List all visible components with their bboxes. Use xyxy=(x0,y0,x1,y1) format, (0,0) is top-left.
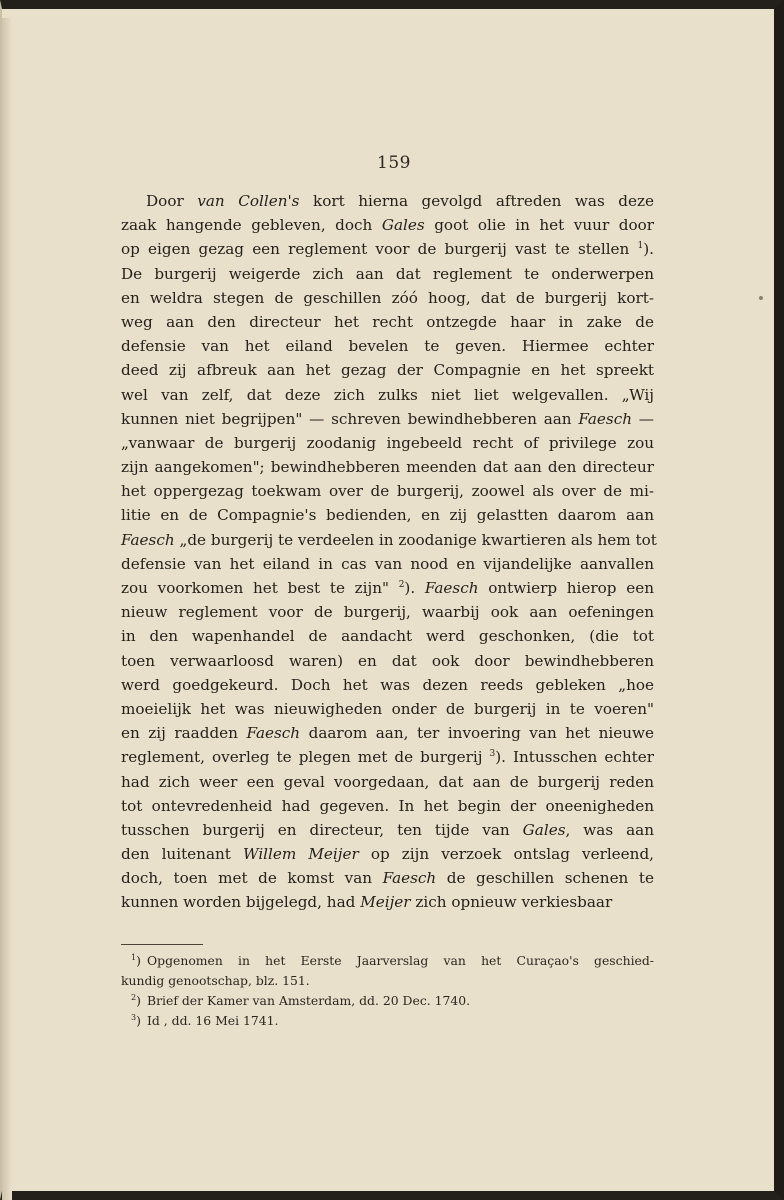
text-run: — xyxy=(632,409,654,428)
footnote-text: Opgenomen in het Eerste Jaarverslag van het Curaçao's geschied- xyxy=(147,953,654,968)
footnote-text: Id , dd. 16 Mei 1741. xyxy=(147,1013,279,1028)
text-run: defensie van het eiland in cas van nood en vijandelijke aanvallen xyxy=(121,554,654,573)
text-run: en zij raadden xyxy=(121,724,247,743)
text-run: zaak hangende gebleven, doch xyxy=(121,216,382,235)
text-run: reglement, overleg te plegen met de burgerij xyxy=(121,748,490,767)
text-line xyxy=(121,866,654,890)
text-line xyxy=(121,237,654,261)
text-run: in den wapenhandel de aandacht werd geschonken, (die tot xyxy=(121,627,654,646)
text-run: kort hierna gevolgd aftreden was deze xyxy=(299,192,654,210)
text-run: de geschillen schenen te xyxy=(436,869,654,888)
text-line xyxy=(121,503,654,527)
text-run: tot ontevredenheid had gegeven. In het begin der oneenigheden xyxy=(121,796,654,815)
text-line xyxy=(121,358,654,382)
italic-name: Willem Meijer xyxy=(242,845,359,864)
text-run: den luitenant xyxy=(121,845,243,864)
text-line xyxy=(121,842,654,866)
text-run: ). Intusschen echter xyxy=(495,748,654,767)
text-run: het oppergezag toekwam over de burgerij, zoowel als over de mi- xyxy=(121,482,654,501)
text-run: werd goedgekeurd. Doch het was dezen reeds gebleken „hoe xyxy=(121,675,654,694)
text-run: zou voorkomen het best te zijn" xyxy=(121,579,399,597)
italic-name: Gales xyxy=(522,820,566,839)
text-run: kunnen worden bijgelegd, had xyxy=(121,893,361,912)
text-run: zich opnieuw verkiesbaar xyxy=(410,893,613,912)
italic-name: Faesch xyxy=(246,724,301,743)
footnote-reference: 1 xyxy=(637,241,644,252)
text-run: deed zij afbreuk aan het gezag der Compagnie en het spreekt xyxy=(121,361,654,380)
text-run: had zich weer een geval voorgedaan, dat aan de burgerij reden xyxy=(121,772,654,791)
text-run: ). xyxy=(643,240,654,259)
text-line xyxy=(121,794,654,818)
page-number: 159 xyxy=(377,153,411,173)
text-run: goot olie in het vuur door xyxy=(424,216,654,235)
text-run: „de burgerij te verdeelen in zoodanige kwartieren als hem tot xyxy=(174,530,657,549)
text-run: moeielijk het was nieuwigheden onder de burgerij in te voeren" xyxy=(121,699,654,718)
text-line xyxy=(121,528,657,552)
text-run: „vanwaar de burgerij zoodanig ingebeeld recht of privilege zou xyxy=(121,433,654,452)
main-text xyxy=(121,189,657,915)
text-line xyxy=(121,455,654,479)
footnote xyxy=(121,1011,654,1031)
text-line xyxy=(121,818,654,842)
text-run: op zijn verzoek ontslag verleend, xyxy=(358,845,654,864)
text-run: Door xyxy=(146,192,198,210)
text-line xyxy=(121,624,654,648)
text-run: tusschen burgerij en directeur, ten tijde van xyxy=(121,820,523,839)
footnote-text-continued: kundig genootschap, blz. 151. xyxy=(121,973,310,988)
italic-name: Faesch xyxy=(382,869,437,888)
text-line xyxy=(121,576,654,600)
italic-name: Gales xyxy=(381,216,425,235)
footnote-marker: $^2$) xyxy=(131,993,141,1008)
text-line xyxy=(121,334,654,358)
footnote-number: 3 xyxy=(131,1013,137,1022)
text-line xyxy=(121,770,654,794)
text-line xyxy=(121,745,654,769)
text-line xyxy=(121,213,654,237)
text-run: litie en de Compagnie's bedienden, en zij gelastten daarom aan xyxy=(121,506,654,525)
text-run: ontwierp hierop een xyxy=(478,579,654,597)
text-line xyxy=(121,407,654,431)
text-line xyxy=(121,431,654,455)
text-line xyxy=(121,189,654,213)
text-run: op eigen gezag een reglement voor de burgerij vast te stellen xyxy=(121,240,638,259)
footnote-number: 2 xyxy=(131,993,137,1002)
margin-dot xyxy=(759,296,763,300)
text-run: toen verwaarloosd waren) en dat ook door bewindhebberen xyxy=(121,651,654,670)
text-line xyxy=(121,262,654,286)
text-run: zijn aangekomen"; bewindhebberen meenden dat aan den directeur xyxy=(121,458,654,477)
text-line xyxy=(121,310,654,334)
text-run: doch, toen met de komst van xyxy=(121,869,383,888)
text-run: De burgerij weigerde zich aan dat reglement te onderwerpen xyxy=(121,264,654,283)
footnote-reference: 3 xyxy=(489,749,496,760)
text-run: kunnen niet begrijpen" — schreven bewindhebberen aan xyxy=(121,409,579,428)
footnote-separator xyxy=(121,944,203,945)
text-line xyxy=(121,697,654,721)
text-run: weg aan den directeur het recht ontzegde haar in zake de xyxy=(121,312,654,331)
italic-name: van Collen's xyxy=(197,192,300,210)
footnote xyxy=(121,951,654,971)
text-line xyxy=(121,721,654,745)
text-line xyxy=(121,286,654,310)
footnote-marker: $^3$) xyxy=(131,1013,141,1028)
footnote xyxy=(121,991,654,1011)
text-run: en weldra stegen de geschillen zóó hoog, dat de burgerij kort- xyxy=(121,288,654,307)
footnotes xyxy=(121,951,654,1031)
text-line xyxy=(121,649,654,673)
text-line xyxy=(121,552,654,576)
text-run: nieuw reglement voor de burgerij, waarbij ook aan oefeningen xyxy=(121,603,654,622)
footnote-text: Brief der Kamer van Amsterdam, dd. 20 Dec. 1740. xyxy=(147,993,471,1008)
text-line xyxy=(121,673,654,697)
italic-name: Faesch xyxy=(424,579,479,597)
text-run: , was aan xyxy=(565,820,654,839)
page-gutter-shadow xyxy=(2,18,12,1200)
text-run: defensie van het eiland bevelen te geven. Hiermee echter xyxy=(121,337,654,356)
text-line xyxy=(121,600,654,624)
italic-name: Faesch xyxy=(121,530,175,549)
footnote-marker: $^1$) xyxy=(131,953,141,968)
italic-name: Meijer xyxy=(360,893,411,912)
text-line xyxy=(121,383,654,407)
text-run: ). xyxy=(404,579,425,597)
text-line xyxy=(121,479,654,503)
italic-name: Faesch xyxy=(578,409,633,428)
footnote-reference: 2 xyxy=(398,580,405,590)
footnote-number: 1 xyxy=(131,953,137,962)
text-run: daarom aan, ter invoering van het nieuwe xyxy=(300,724,655,743)
text-run: wel van zelf, dat deze zich zulks niet liet welgevallen. „Wij xyxy=(121,385,654,404)
text-line xyxy=(121,890,654,914)
